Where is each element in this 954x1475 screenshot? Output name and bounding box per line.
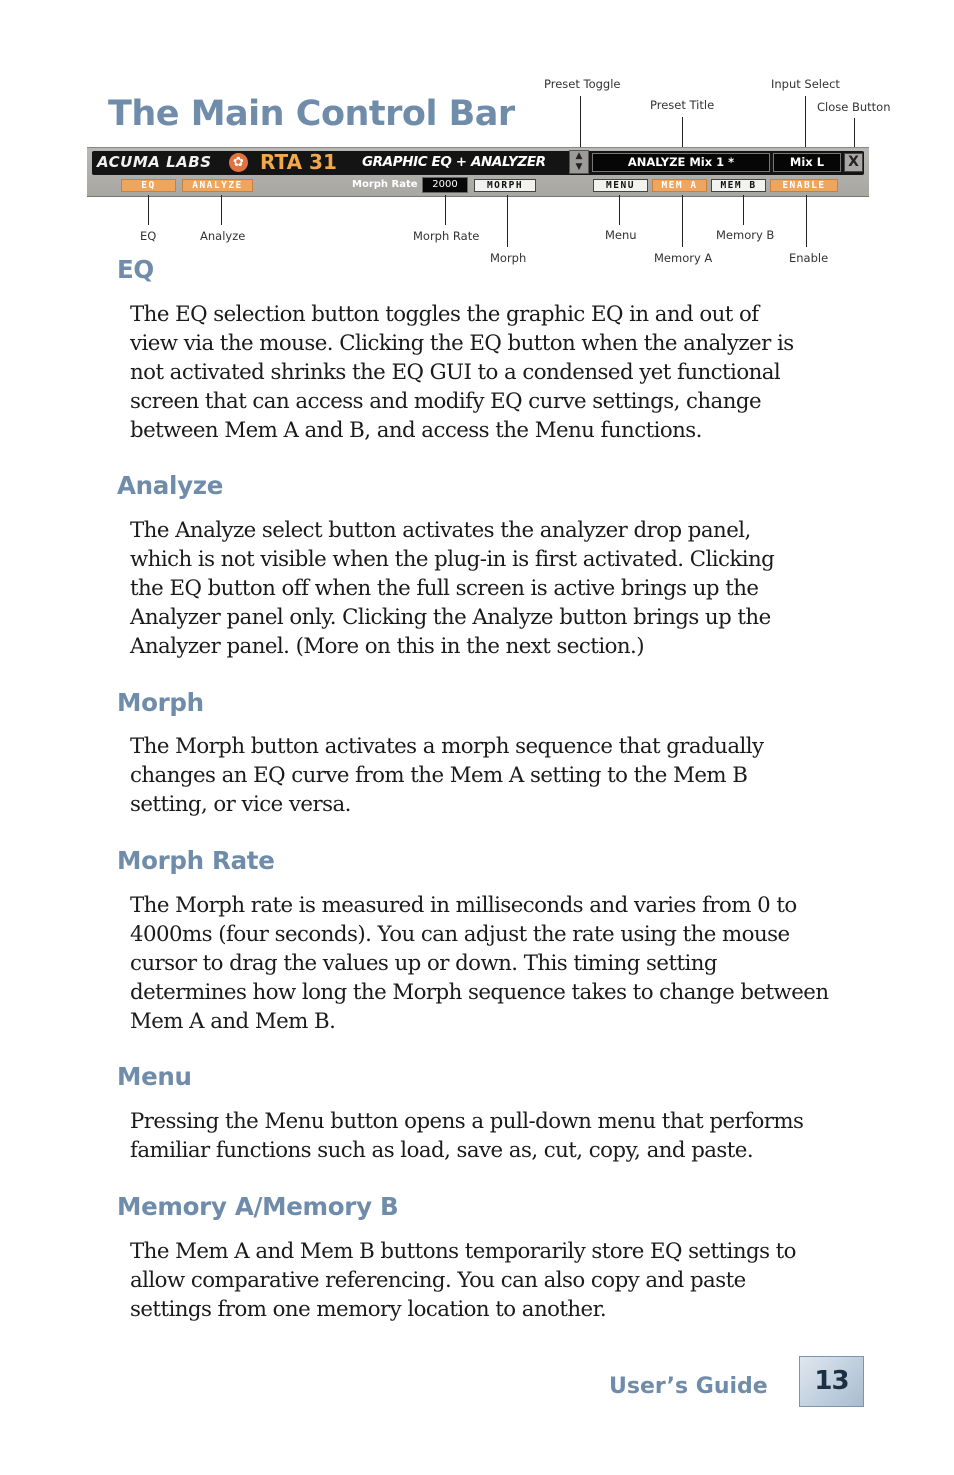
section-body-memory [130,1237,870,1324]
menu-button[interactable]: MENU [593,179,648,192]
leader-line [682,195,683,247]
callout-morph-rate: Morph Rate [413,229,480,243]
callout-menu: Menu [605,228,637,242]
page-title: The Main Control Bar [108,94,515,134]
leader-line [148,195,149,225]
section-heading-memory: Memory A/Memory B [117,1192,399,1221]
text-line: settings from one memory location to another. [130,1297,607,1322]
product-subtitle: GRAPHIC EQ + ANALYZER [362,154,546,170]
morph-rate-label: Morph Rate [352,179,418,190]
section-heading-morph: Morph [117,688,204,717]
section-body-morph [130,732,870,819]
close-button[interactable] [844,153,863,172]
analyze-button[interactable]: ANALYZE [182,179,253,192]
preset-toggle-button[interactable] [569,150,589,174]
callout-enable: Enable [789,251,829,265]
footer-label: User’s Guide [609,1374,768,1399]
section-heading-analyze: Analyze [117,471,224,500]
callout-eq: EQ [140,229,157,243]
callout-preset-toggle: Preset Toggle [544,77,621,91]
mem-b-button[interactable]: MEM B [711,179,766,192]
text-line: The Analyze select button activates the analyzer drop panel, [130,518,751,543]
text-line: cursor to drag the values up or down. This timing setting [130,951,718,976]
eq-button[interactable]: EQ [121,179,176,192]
text-line: Analyzer panel only. Clicking the Analyze button brings up the [130,605,771,630]
arrow-up-icon: ▲ [575,151,583,161]
product-name: RTA 31 [260,150,337,174]
leader-line [682,117,683,148]
leader-line [743,195,744,225]
text-line: determines how long the Morph sequence takes to change between [130,980,829,1005]
text-line: Pressing the Menu button opens a pull-down menu that performs [130,1109,804,1134]
section-heading-morph-rate: Morph Rate [117,846,275,875]
leader-line [854,118,855,148]
text-line: not activated shrinks the EQ GUI to a condensed yet functional [130,360,781,385]
callout-morph: Morph [490,251,527,265]
leader-line [221,195,222,225]
text-line: The Morph button activates a morph sequence that gradually [130,734,764,759]
text-line: 4000ms (four seconds). You can adjust the rate using the mouse [130,922,790,947]
text-line: The Morph rate is measured in milliseconds and varies from 0 to [130,893,797,918]
text-line: allow comparative referencing. You can also copy and paste [130,1268,746,1293]
section-body-eq [130,300,870,445]
section-body-analyze [130,516,870,661]
text-line: the EQ button off when the full screen is active brings up the [130,576,759,601]
text-line: between Mem A and B, and access the Menu functions. [130,418,702,443]
text-line: which is not visible when the plug-in is first activated. Clicking [130,547,775,572]
leader-line [806,195,807,247]
section-body-morph-rate [130,891,870,1036]
text-line: screen that can access and modify EQ curve settings, change [130,389,762,414]
section-heading-eq: EQ [117,255,154,284]
text-line: familiar functions such as load, save as, cut, copy, and paste. [130,1138,754,1163]
callout-close-button: Close Button [817,100,891,114]
brand-emblem-icon: ✿ [229,153,248,172]
preset-title-display[interactable]: ANALYZE Mix 1 * [592,153,770,172]
text-line: Mem A and Mem B. [130,1009,336,1034]
text-line: changes an EQ curve from the Mem A setting to the Mem B [130,763,748,788]
input-select-display[interactable]: Mix L [773,153,841,172]
page-number: 13 [799,1356,864,1407]
text-line: setting, or vice versa. [130,792,351,817]
morph-rate-value[interactable]: 2000 [422,177,468,193]
text-line: Analyzer panel. (More on this in the next section.) [130,634,644,659]
leader-line [619,195,620,225]
callout-memory-b: Memory B [716,228,775,242]
text-line: The EQ selection button toggles the graphic EQ in and out of [130,302,759,327]
close-icon: X [848,154,859,170]
leader-line [580,96,581,148]
arrow-down-icon: ▼ [575,162,583,172]
callout-input-select: Input Select [771,77,840,91]
morph-button[interactable]: MORPH [474,179,536,192]
text-line: view via the mouse. Clicking the EQ button when the analyzer is [130,331,794,356]
callout-preset-title: Preset Title [650,98,715,112]
callout-memory-a: Memory A [654,251,713,265]
section-heading-menu: Menu [117,1062,192,1091]
section-body-menu [130,1107,870,1165]
callout-analyze: Analyze [200,229,246,243]
leader-line [445,195,446,225]
text-line: The Mem A and Mem B buttons temporarily store EQ settings to [130,1239,796,1264]
mem-a-button[interactable]: MEM A [652,179,707,192]
brand-logo: ACUMA LABS [97,153,212,171]
enable-button[interactable]: ENABLE [770,179,838,192]
leader-line [507,195,508,247]
leader-line [805,96,806,148]
